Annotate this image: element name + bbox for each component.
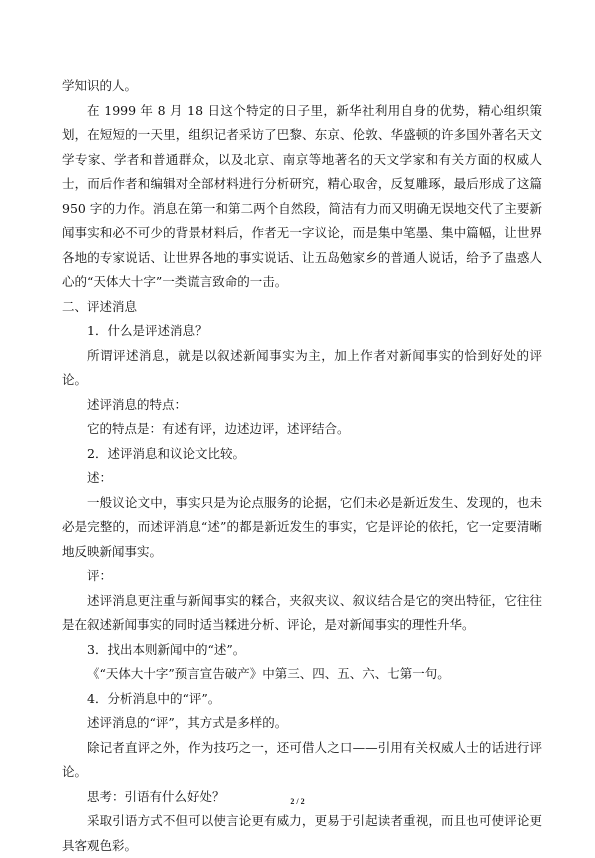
document-body: [62, 74, 542, 858]
paragraph: 除记者直评之外，作为技巧之一，还可借人之口——引用有关权威人士的话进行评论。: [62, 739, 542, 779]
paragraph: 述评消息的“评”，其方式是多样的。: [87, 715, 288, 730]
sub-heading: 3．找出本则新闻中的“述”。: [87, 641, 246, 657]
section-heading: 二、评述消息: [62, 298, 138, 314]
paragraph: 《“天体大十字”预言宣告破产》中第三、四、五、六、七第一句。: [87, 666, 450, 681]
paragraph: 述：: [87, 470, 113, 485]
page-number: 2 / 2: [290, 797, 305, 806]
paragraph: 采取引语方式不但可以使言论更有威力，更易于引起读者重视，而且也可使评论更具客观色彩。: [62, 813, 542, 853]
paragraph: 思考：引语有什么好处？: [87, 788, 225, 804]
paragraph: 述评消息更注重与新闻事实的糅合，夹叙夹议、叙议结合是它的突出特征，它往往是在叙述新闻事实的同时适当糅进分析、评论，是对新闻事实的理性升华。: [62, 592, 542, 632]
paragraph: 学知识的人。: [62, 78, 138, 93]
sub-heading: 2．述评消息和议论文比较。: [87, 445, 245, 461]
paragraph: 所谓评述消息，就是以叙述新闻事实为主，加上作者对新闻事实的恰到好处的评论。: [62, 347, 542, 387]
paragraph: 它的特点是：有述有评，边述边评，述评结合。: [87, 421, 350, 436]
paragraph: 评：: [87, 568, 113, 583]
sub-heading: 4．分析消息中的“评”。: [87, 690, 221, 706]
paragraph: 在 1999 年 8 月 18 日这个特定的日子里，新华社利用自身的优势，精心组织策划，在短短的一天里，组织记者采访了巴黎、东京、伦敦、华盛顿的许多国外著名天文学专家、学者和普通群众，以及北京、南京等地著名的天文学家和有关方面的权威人士，而后作者和编辑对全部材料进行分析研究，精心取舍，反复雕琢，最后形成了这篇 950 字的力作。消息在第一和第二两个自然段，简洁有力而又明确无误地交代了主要新闻事实和必不可少的背景材料后，作者无一字议论，而是集中笔墨、集中篇幅，让世界各地的专家说话、让世界各地的事实说话、让五岛勉家乡的普通人说话，给予了蛊惑人心的“天体大十字”一类谎言致命的一击。: [62, 102, 542, 289]
paragraph: 述评消息的特点：: [87, 396, 188, 412]
sub-heading: 1．什么是评述消息？: [87, 323, 208, 338]
paragraph: 一般议论文中，事实只是为论点服务的论据，它们未必是新近发生、发现的，也未必是完整的，而述评消息“述”的都是新近发生的事实，它是评论的依托，它一定要清晰地反映新闻事实。: [62, 494, 542, 559]
